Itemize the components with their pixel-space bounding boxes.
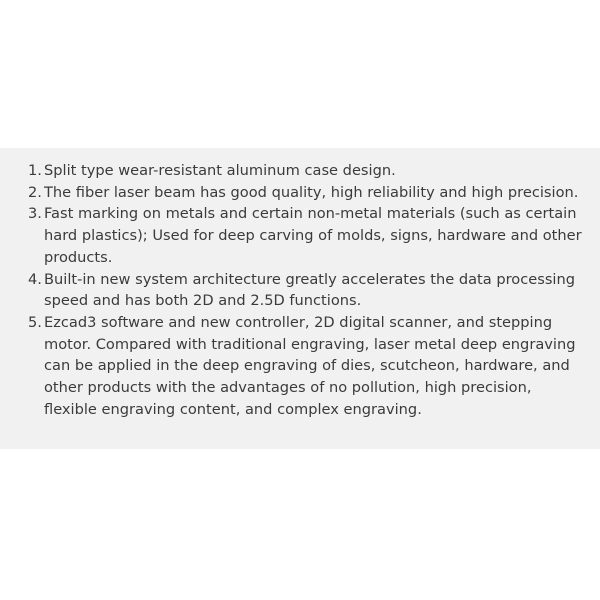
feature-text: Built-in new system architecture greatly accelerates the data processing speed and has both 2D and 2.5D functions. — [44, 270, 575, 310]
feature-item-4 — [28, 269, 584, 312]
feature-text: Ezcad3 software and new controller, 2D digital scanner, and stepping motor. Compared with traditional engraving, laser metal deep engraving can be applied in the deep engraving of dies, scutcheon, hardware, and other products with the advantages of no pollution, high precision, flexible engraving content, and complex engraving. — [44, 313, 576, 418]
feature-number: 3. — [28, 205, 42, 223]
feature-item-1 — [28, 160, 584, 182]
feature-number: 2. — [28, 183, 42, 201]
feature-item-5 — [28, 312, 584, 421]
feature-number: 1. — [28, 162, 42, 179]
feature-panel — [0, 148, 600, 449]
feature-number: 5. — [28, 313, 42, 331]
feature-text: The fiber laser beam has good quality, high reliability and high precision. — [44, 183, 579, 201]
feature-item-3 — [28, 203, 584, 268]
feature-list — [28, 160, 584, 420]
feature-text: Split type wear-resistant aluminum case design. — [44, 162, 396, 179]
feature-number: 4. — [28, 270, 42, 288]
feature-item-2 — [28, 182, 584, 204]
feature-text: Fast marking on metals and certain non-metal materials (such as certain hard plastics); Used for deep carving of molds, signs, hardware and other products. — [44, 205, 582, 266]
